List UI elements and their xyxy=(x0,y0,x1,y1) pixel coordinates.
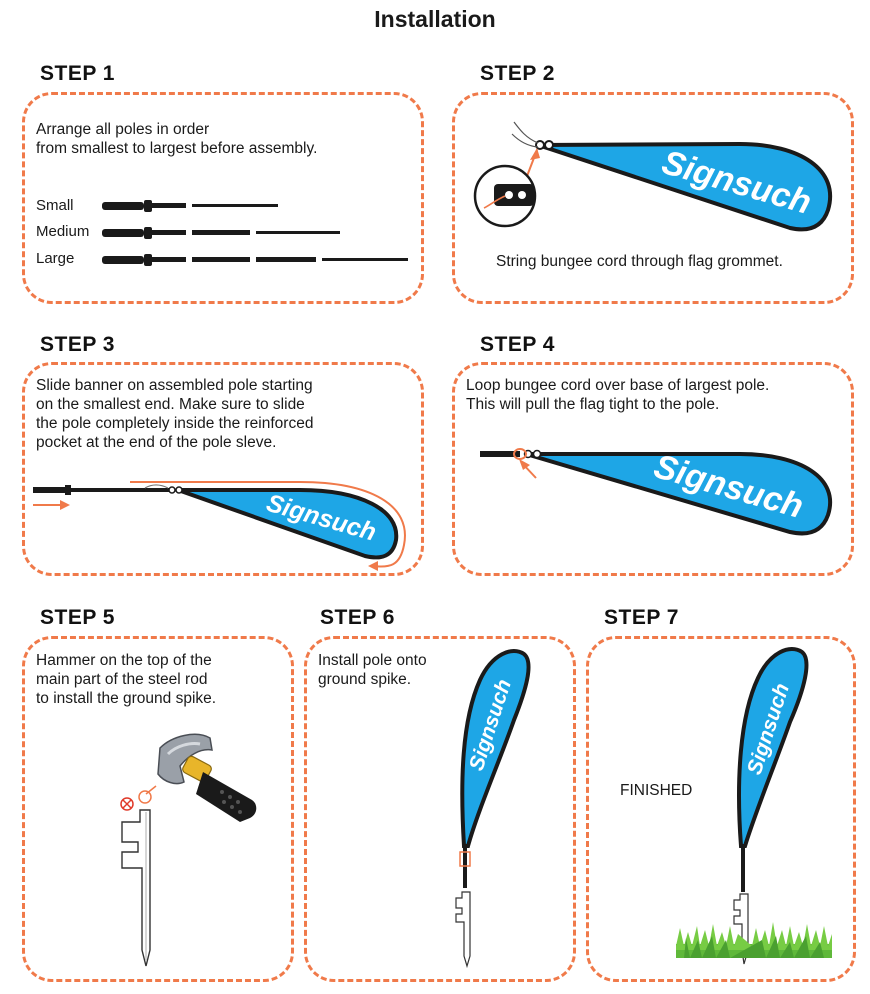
step-7-text: FINISHED xyxy=(620,782,693,799)
flag-brand-text: Signsuch xyxy=(657,143,816,222)
flag-brand-text: Signsuch xyxy=(263,488,380,547)
step-5-text: Hammer on the top of the main part of the steel rod to install the ground spike. xyxy=(36,652,217,707)
pole-label-medium: Medium xyxy=(36,223,90,240)
step-2-label: STEP 2 xyxy=(480,62,555,85)
step-3-label: STEP 3 xyxy=(40,333,115,356)
step-6-label: STEP 6 xyxy=(320,606,395,629)
step-7-label: STEP 7 xyxy=(604,606,679,629)
pole-icon xyxy=(741,846,745,892)
flag-brand-text: Signsuch xyxy=(742,680,794,778)
step-1-label: STEP 1 xyxy=(40,62,115,85)
step-1-text: Arrange all poles in order from smallest to largest before assembly. xyxy=(36,121,318,157)
step-6-text: Install pole onto ground spike. xyxy=(318,652,427,688)
flag-brand-text: Signsuch xyxy=(464,676,516,774)
grass-icon xyxy=(676,922,832,958)
pole-label-small: Small xyxy=(36,197,74,214)
step-2-text: String bungee cord through flag grommet. xyxy=(496,253,783,270)
step-5-label: STEP 5 xyxy=(40,606,115,629)
page-title: Installation xyxy=(374,6,496,32)
step-3-text: Slide banner on assembled pole starting on the smallest end. Make sure to slide the pole completely inside the reinforced pocket at the end of the pole sleve. xyxy=(36,377,314,451)
pole-label-large: Large xyxy=(36,250,75,267)
step-4-text: Loop bungee cord over base of largest pole. This will pull the flag tight to the pole. xyxy=(466,377,770,413)
flag-brand-text: Signsuch xyxy=(649,447,808,526)
step-4-label: STEP 4 xyxy=(480,333,555,356)
